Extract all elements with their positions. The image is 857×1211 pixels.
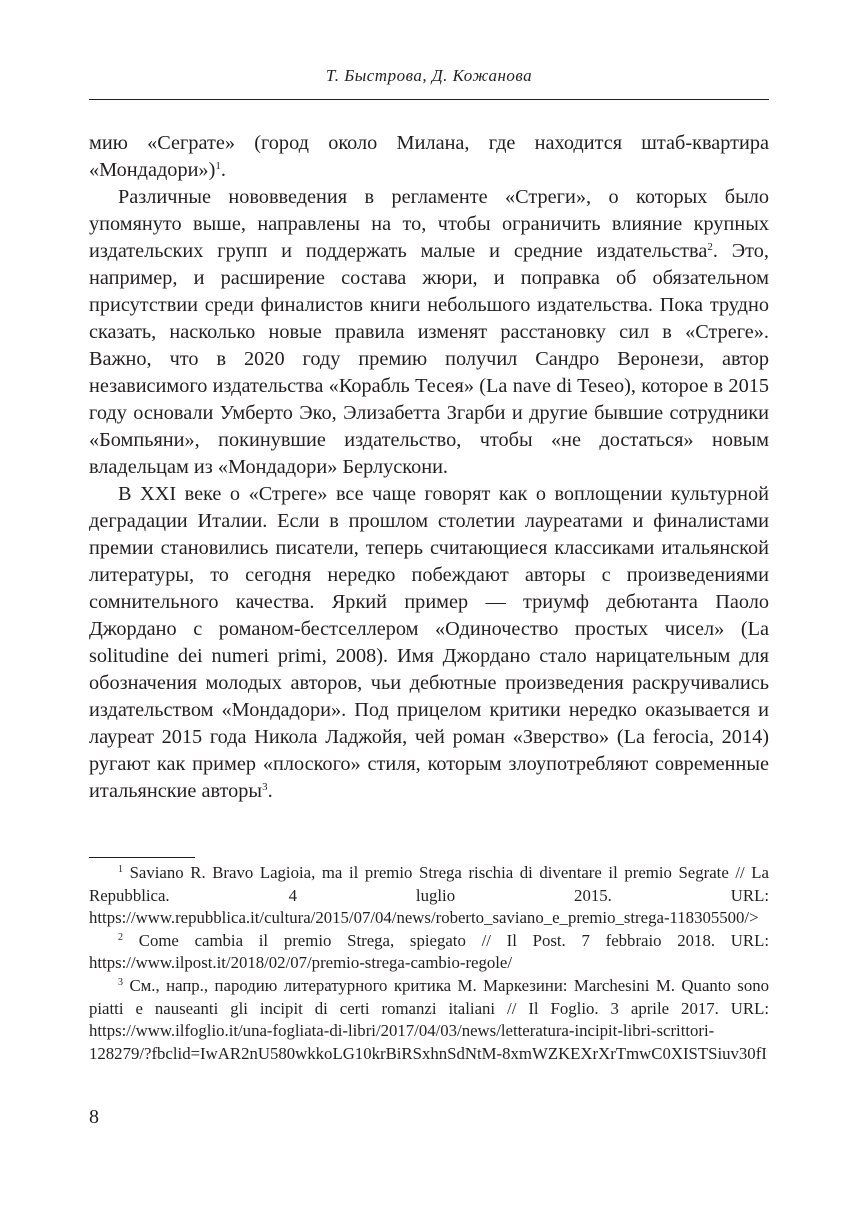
paragraph-tail: . Это, например, и расширение состава жюри, и поправка об обязательном присутствии среди финалистов книги небольшого издательства. Пока трудно сказать, насколько новые правила изменят расстановку сил в «Стреге». Важно, что в 2020 году премию получил Сандро Веронези, автор независимого издательства «Корабль Тесея» (La nave di Teseo), которое в 2015 году основали Умберто Эко, Элизабетта Згарби и другие бывшие сотрудники «Бомпьяни», покинувшие издательство, чтобы «не достаться» новым владельцам из «Мондадори» Берлускони. [89,240,769,478]
page-number: 8 [89,1106,99,1128]
footnote-mark: 3 [118,976,123,988]
running-head: Т. Быстрова, Д. Кожанова [325,66,533,85]
footnote-mark: 1 [118,864,123,875]
paragraph-text: В XXI веке о «Стреге» все чаще говорят как о воплощении культурной деградации Италии. Если в прошлом столетии лауреатами и финалистами премии становились писатели, теперь считающиеся классиками итальянской литературы, то сегодня нередко побеждают авторы с произведениями сомнительного качества. Яркий пример — триумф дебютанта Паоло Джордано с романом-бестселлером «Одиночество простых чисел» (La solitudine dei numeri primi, 2008). Имя Джордано стало нарицательным для обозначения молодых авторов, чьи дебютные произведения раскручивались издательством «Мондадори». Под прицелом критики нередко оказывается и лауреат 2015 года Никола Ладжойя, чей роман «Зверство» (La ferocia, 2014) ругают как пример «плоского» стиля, которым злоупотребляют современные итальянские авторы [89,483,769,802]
footnote-mark: 2 [118,931,123,943]
paragraph-tail: . [267,780,273,802]
paragraph-text: мию «Сеграте» (город около Милана, где находится штаб-квартира «Мондадори») [89,132,769,181]
footnote-2 [89,930,769,975]
header-divider [89,99,769,100]
footnote-1 [89,862,769,930]
paragraph-2 [89,184,769,481]
footnote-text: См., напр., пародию литературного критика М. Маркезини: Marchesini M. Quanto sono piatti e nauseanti gli incipit di certi romanzi italiani // Il Foglio. 3 aprile 2017. URL: https://www.ilfoglio.it/una-fogliata-di-libri/2017/04/03/news/letteratura-incipit-libri-scrittori-128279/?fbclid=IwAR2nU580wkkoLG10krBiRSxhnSdNtM-8xmWZKEXrXrTmwC0XISTSiuv30fI [89,975,769,1063]
book-page [89,0,769,1211]
footnote-text: Come cambia il premio Strega, spiegato // Il Post. 7 febbraio 2018. URL: https://www.ilpost.it/2018/02/07/premio-strega-cambio-regole/ [89,930,769,973]
footnotes [89,862,769,1065]
footnote-ref-1[interactable]: 1 [215,160,221,172]
paragraph-1 [89,130,769,184]
paragraph-text: Различные нововведения в регламенте «Стреги», о которых было упомянуто выше, направлены на то, чтобы ограничить влияние крупных издательских групп и поддержать малые и средние издательства [89,186,769,262]
footnote-3 [89,975,769,1065]
footnote-text: Saviano R. Bravo Lagioia, ma il premio Strega rischia di diventare il premio Segrate // La Repubblica. 4 luglio 2015. URL: https://www.repubblica.it/cultura/2015/07/04/news/roberto_saviano_e_premio_strega-118305500/> [89,863,769,928]
footnote-divider [89,857,195,858]
paragraph-3 [89,481,769,805]
body-text [89,130,769,805]
footnote-ref-3[interactable]: 3 [262,781,268,793]
footnote-ref-2[interactable]: 2 [707,241,713,253]
paragraph-tail: . [220,159,226,181]
